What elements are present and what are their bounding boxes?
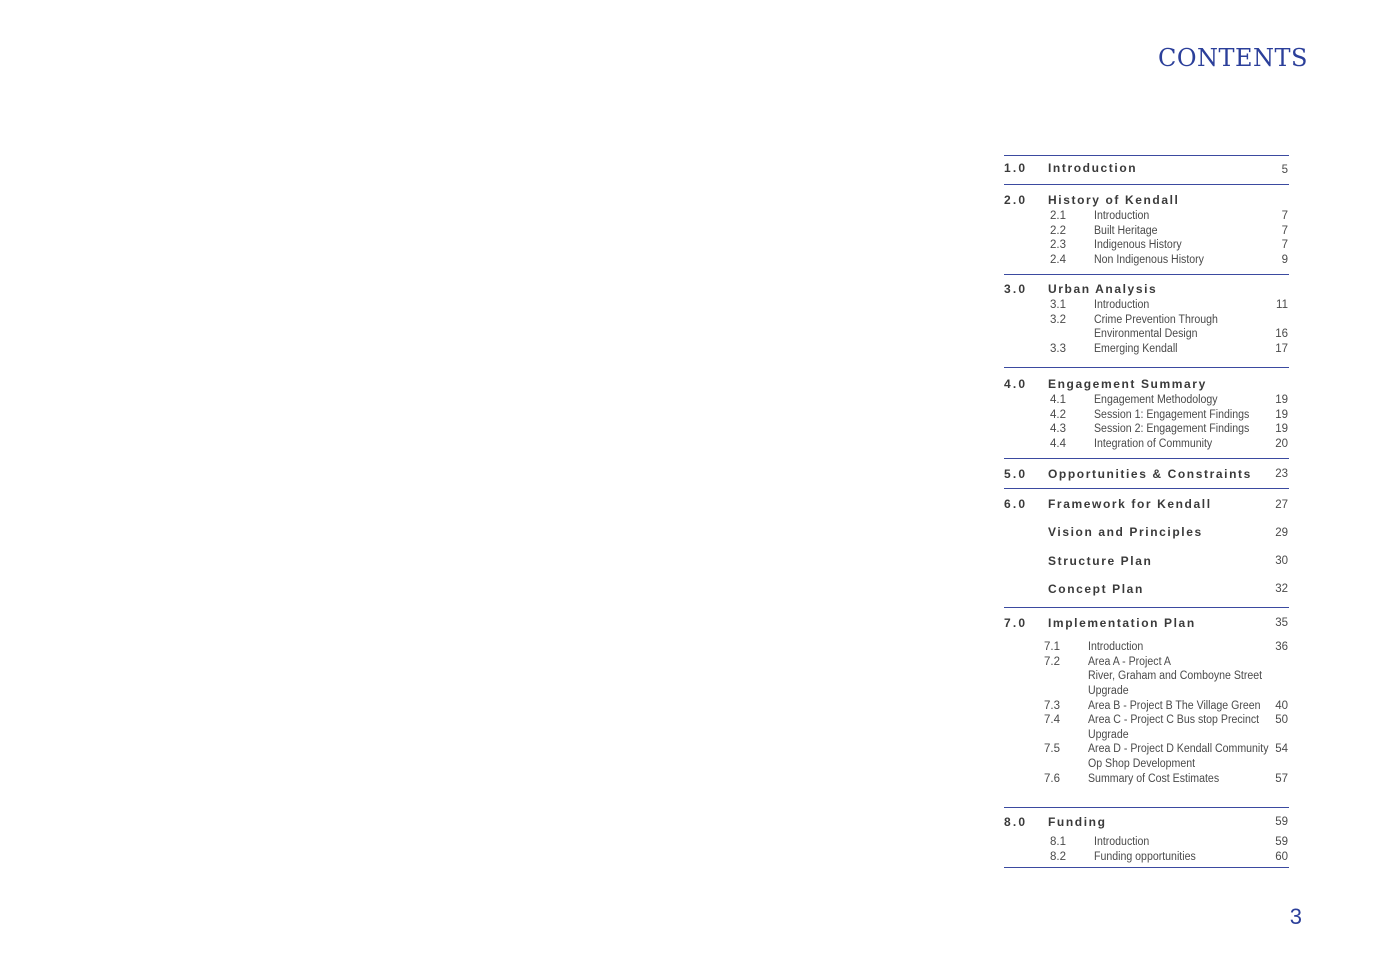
item-number: 2.3 — [1050, 239, 1066, 251]
toc-item-8-2[interactable] — [0, 850, 1395, 864]
item-number: 2.4 — [1050, 254, 1066, 266]
toc-item-8-1[interactable] — [0, 835, 1395, 849]
item-title-continued: Upgrade — [1088, 729, 1129, 741]
section-number: 8.0 — [1004, 815, 1028, 829]
item-title-continued: River, Graham and Comboyne Street — [1088, 670, 1263, 682]
section-title: History of Kendall — [1048, 193, 1180, 207]
toc-item-4-2[interactable] — [0, 408, 1395, 422]
page-ref: 19 — [1275, 394, 1288, 406]
section-title: Introduction — [1048, 161, 1138, 175]
toc-section-6[interactable] — [0, 497, 1395, 511]
item-title: Session 2: Engagement Findings — [1094, 423, 1250, 435]
item-number: 7.1 — [1044, 641, 1060, 653]
section-divider — [1004, 184, 1289, 185]
toc-section-3[interactable] — [0, 282, 1395, 296]
section-title: Funding — [1048, 815, 1107, 829]
subhead-title: Structure Plan — [1048, 554, 1153, 568]
item-title: Summary of Cost Estimates — [1088, 773, 1220, 785]
section-number: 5.0 — [1004, 467, 1028, 481]
toc-item-7-5[interactable] — [0, 742, 1395, 756]
toc-item-7-2-cont[interactable] — [0, 669, 1395, 683]
page-ref: 23 — [1275, 468, 1288, 480]
toc-item-4-1[interactable] — [0, 393, 1395, 407]
item-title: Introduction — [1094, 836, 1150, 848]
page-ref: 59 — [1275, 836, 1288, 848]
item-number: 3.2 — [1050, 314, 1066, 326]
toc-item-3-2[interactable] — [0, 313, 1395, 327]
page-title: CONTENTS — [1157, 44, 1308, 72]
section-divider — [1004, 367, 1289, 368]
item-number: 7.6 — [1044, 773, 1060, 785]
toc-section-2[interactable] — [0, 193, 1395, 207]
toc-item-3-3[interactable] — [0, 342, 1395, 356]
item-number: 3.3 — [1050, 343, 1066, 355]
section-divider — [1004, 155, 1289, 156]
item-number: 7.5 — [1044, 743, 1060, 755]
item-number: 7.3 — [1044, 700, 1060, 712]
page-ref: 32 — [1275, 583, 1288, 595]
page-ref: 20 — [1275, 438, 1288, 450]
item-number: 8.2 — [1050, 851, 1066, 863]
item-title: Funding opportunities — [1094, 851, 1196, 863]
page-number: 3 — [1289, 904, 1302, 929]
page-ref: 54 — [1275, 743, 1288, 755]
item-title-continued: Upgrade — [1088, 685, 1129, 697]
item-number: 4.3 — [1050, 423, 1066, 435]
page-ref: 7 — [1281, 239, 1288, 251]
item-number: 4.2 — [1050, 409, 1066, 421]
page-ref: 19 — [1275, 423, 1288, 435]
item-title: Built Heritage — [1094, 225, 1158, 237]
item-title: Crime Prevention Through — [1094, 314, 1218, 326]
toc-item-7-2[interactable] — [0, 655, 1395, 669]
toc-item-4-4[interactable] — [0, 437, 1395, 451]
section-title: Framework for Kendall — [1048, 497, 1212, 511]
page-ref: 60 — [1275, 851, 1288, 863]
item-title: Introduction — [1088, 641, 1144, 653]
toc-item-3-1[interactable] — [0, 298, 1395, 312]
toc-section-4[interactable] — [0, 377, 1395, 391]
toc-section-8[interactable] — [0, 815, 1395, 829]
page-ref: 40 — [1275, 700, 1288, 712]
item-title: Emerging Kendall — [1094, 343, 1178, 355]
section-divider — [1004, 274, 1289, 275]
page-ref: 57 — [1275, 773, 1288, 785]
toc-item-7-6[interactable] — [0, 772, 1395, 786]
page-ref: 59 — [1275, 816, 1288, 828]
item-title: Engagement Methodology — [1094, 394, 1218, 406]
page-ref: 16 — [1275, 328, 1288, 340]
section-title: Opportunities & Constraints — [1048, 467, 1252, 481]
item-number: 3.1 — [1050, 299, 1066, 311]
item-number: 2.1 — [1050, 210, 1066, 222]
toc-item-7-4[interactable] — [0, 713, 1395, 727]
page-ref: 5 — [1281, 164, 1288, 176]
section-divider — [1004, 458, 1289, 459]
toc-item-7-4-cont[interactable] — [0, 728, 1395, 742]
item-number: 4.4 — [1050, 438, 1066, 450]
section-divider — [1004, 607, 1289, 608]
section-number: 4.0 — [1004, 377, 1028, 391]
item-title: Session 1: Engagement Findings — [1094, 409, 1250, 421]
item-title: Area A - Project A — [1088, 656, 1171, 668]
section-number: 1.0 — [1004, 161, 1028, 175]
item-title: Area C - Project C Bus stop Precinct — [1088, 714, 1260, 726]
toc-item-2-3[interactable] — [0, 238, 1395, 252]
subhead-title: Vision and Principles — [1048, 525, 1203, 539]
section-number: 3.0 — [1004, 282, 1028, 296]
item-title: Integration of Community — [1094, 438, 1213, 450]
page-ref: 7 — [1281, 225, 1288, 237]
item-title: Area B - Project B The Village Green — [1088, 700, 1261, 712]
item-number: 7.4 — [1044, 714, 1060, 726]
page-ref: 9 — [1281, 254, 1288, 266]
toc-item-4-3[interactable] — [0, 422, 1395, 436]
page-ref: 11 — [1276, 299, 1288, 311]
page-ref: 27 — [1275, 499, 1288, 511]
page-ref: 29 — [1275, 527, 1288, 539]
toc-section-5[interactable] — [0, 467, 1395, 481]
page-ref: 7 — [1281, 210, 1288, 222]
page-ref: 35 — [1275, 617, 1288, 629]
page-ref: 30 — [1275, 555, 1288, 567]
item-number: 7.2 — [1044, 656, 1060, 668]
page-ref: 50 — [1275, 714, 1288, 726]
toc-item-7-3[interactable] — [0, 699, 1395, 713]
toc-item-2-1[interactable] — [0, 209, 1395, 223]
item-number: 2.2 — [1050, 225, 1066, 237]
toc-item-2-2[interactable] — [0, 224, 1395, 238]
toc-item-7-1[interactable] — [0, 640, 1395, 654]
toc-item-3-2-cont[interactable] — [0, 327, 1395, 341]
item-number: 4.1 — [1050, 394, 1066, 406]
section-divider — [1004, 488, 1289, 489]
toc-subhead-concept[interactable] — [0, 582, 1395, 596]
section-title: Urban Analysis — [1048, 282, 1158, 296]
section-number: 2.0 — [1004, 193, 1028, 207]
item-number: 8.1 — [1050, 836, 1066, 848]
toc-section-7[interactable] — [0, 616, 1395, 630]
toc-subhead-structure[interactable] — [0, 554, 1395, 568]
section-title: Implementation Plan — [1048, 616, 1196, 630]
section-number: 7.0 — [1004, 616, 1028, 630]
item-title-continued: Op Shop Development — [1088, 758, 1196, 770]
subhead-title: Concept Plan — [1048, 582, 1144, 596]
item-title: Indigenous History — [1094, 239, 1182, 251]
toc-item-7-2-cont2[interactable] — [0, 684, 1395, 698]
section-divider — [1004, 807, 1289, 808]
section-title: Engagement Summary — [1048, 377, 1207, 391]
item-title-continued: Environmental Design — [1094, 328, 1198, 340]
item-title: Area D - Project D Kendall Community — [1088, 743, 1269, 755]
toc-section-1[interactable] — [0, 161, 1395, 175]
item-title: Introduction — [1094, 210, 1150, 222]
toc-subhead-vision[interactable] — [0, 525, 1395, 539]
page-ref: 36 — [1275, 641, 1288, 653]
page-ref: 19 — [1275, 409, 1288, 421]
toc-item-2-4[interactable] — [0, 253, 1395, 267]
page-ref: 17 — [1275, 343, 1288, 355]
section-divider — [1004, 867, 1289, 868]
item-title: Introduction — [1094, 299, 1150, 311]
section-number: 6.0 — [1004, 497, 1028, 511]
item-title: Non Indigenous History — [1094, 254, 1204, 266]
toc-item-7-5-cont[interactable] — [0, 757, 1395, 771]
